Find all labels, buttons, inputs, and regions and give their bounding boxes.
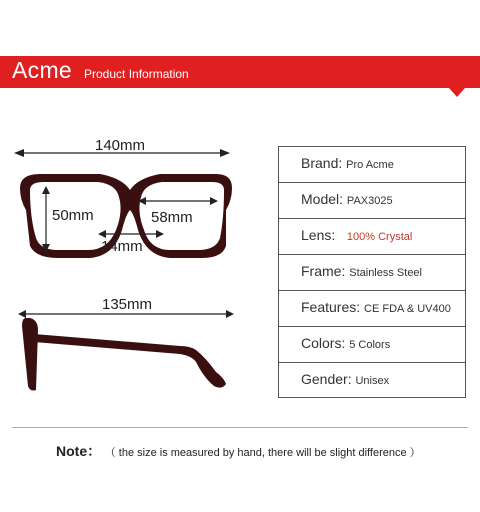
spec-row-colors-content bbox=[301, 335, 390, 351]
spec-value: CE FDA & UV400 bbox=[364, 303, 451, 315]
spec-row-model bbox=[278, 182, 466, 219]
spec-label: Brand: bbox=[301, 155, 343, 171]
spec-row-features-content bbox=[301, 299, 451, 315]
lens-height-label: 50mm bbox=[52, 207, 94, 224]
note bbox=[56, 441, 421, 461]
header-subtitle: Product Information bbox=[84, 67, 189, 81]
spec-label: Lens: bbox=[301, 227, 336, 243]
spec-row-colors bbox=[278, 326, 466, 363]
note-text: （ the size is measured by hand, there will be slight difference ） bbox=[104, 447, 421, 459]
frame-width-label: 140mm bbox=[95, 137, 146, 154]
spec-row-gender-content bbox=[301, 371, 389, 387]
spec-row-frame bbox=[278, 254, 466, 291]
spec-label: Colors: bbox=[301, 335, 346, 351]
spec-value: Stainless Steel bbox=[349, 267, 422, 279]
spec-label: Model: bbox=[301, 191, 344, 207]
header-banner bbox=[0, 56, 480, 88]
spec-row-brand-content bbox=[301, 155, 394, 171]
spec-row-model-content bbox=[301, 191, 393, 207]
spec-row-lens-content bbox=[301, 227, 412, 243]
spec-row-lens bbox=[278, 218, 466, 255]
spec-row-gender bbox=[278, 362, 466, 398]
spec-value: 100% Crystal bbox=[346, 231, 413, 243]
glasses-side-diagram bbox=[0, 300, 270, 395]
spec-row-frame-content bbox=[301, 263, 422, 279]
spec-value: 5 Colors bbox=[349, 339, 391, 351]
spec-label: Features: bbox=[301, 299, 361, 315]
note-label: Note： bbox=[56, 443, 102, 459]
spec-value: Unisex bbox=[355, 375, 390, 387]
spec-row-features bbox=[278, 290, 466, 327]
note-divider bbox=[12, 427, 468, 428]
spec-label: Frame: bbox=[301, 263, 346, 279]
spec-value: Pro Acme bbox=[346, 159, 394, 171]
header-notch-icon bbox=[449, 88, 465, 97]
brand-title: Acme bbox=[12, 57, 72, 83]
spec-label: Gender: bbox=[301, 371, 352, 387]
lens-width-label: 58mm bbox=[151, 209, 193, 226]
spec-value: PAX3025 bbox=[346, 195, 393, 207]
temple-length-label: 135mm bbox=[102, 296, 153, 313]
spec-row-brand bbox=[278, 146, 466, 183]
bridge-label: 14mm bbox=[101, 238, 143, 255]
